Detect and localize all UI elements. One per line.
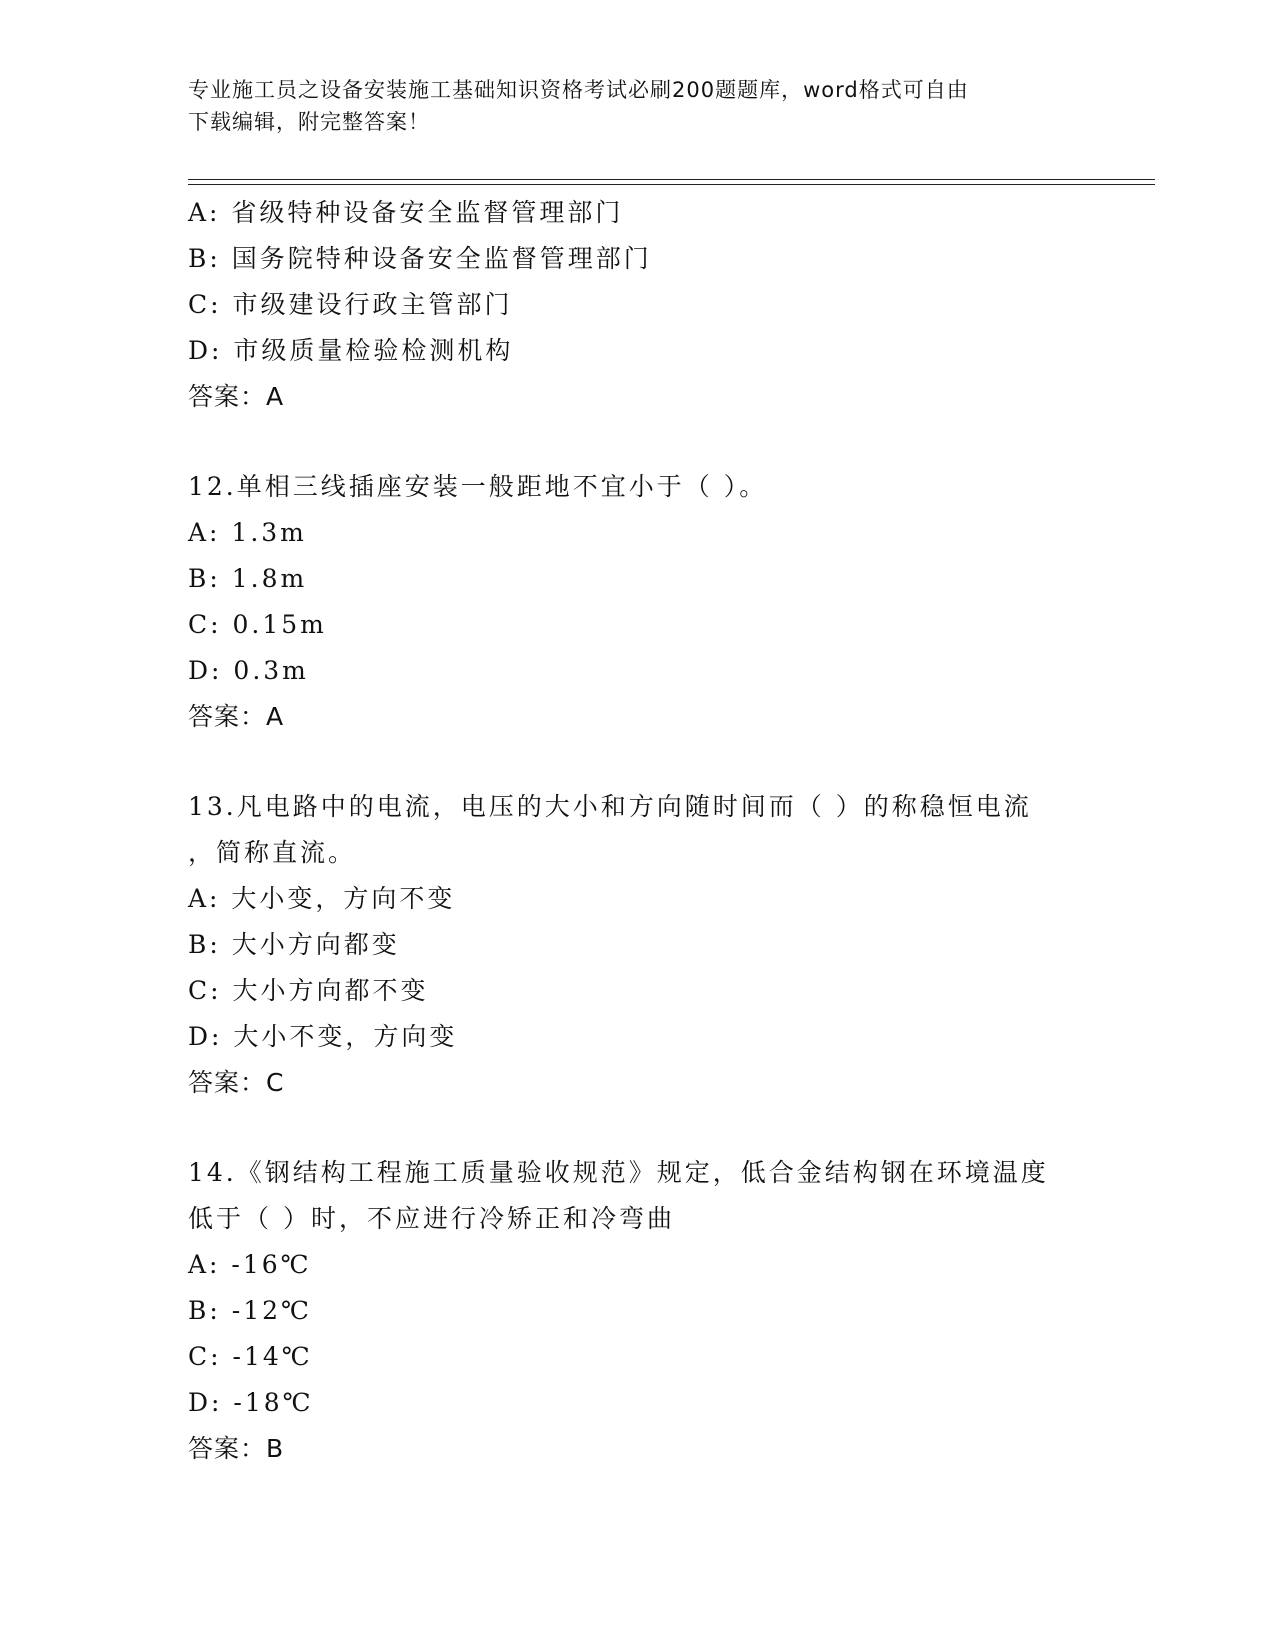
question-text-line-1: 13.凡电路中的电流，电压的大小和方向随时间而（ ）的称稳恒电流 (188, 792, 1032, 821)
option-a: A: 省级特种设备安全监督管理部门 (188, 198, 624, 227)
option-c: C: 0.15m (188, 610, 327, 639)
option-a: A: -16℃ (188, 1250, 312, 1279)
answer-line: 答案：C (188, 1068, 285, 1097)
option-d: D: -18℃ (188, 1388, 314, 1417)
option-a: A: 1.3m (188, 518, 307, 547)
option-b: B: 国务院特种设备安全监督管理部门 (188, 244, 652, 273)
option-d: D: 大小不变，方向变 (188, 1022, 458, 1051)
question-list (188, 190, 1138, 1472)
question-13 (188, 784, 1138, 1106)
question-text-line-2: ，简称直流。 (188, 838, 357, 867)
option-b: B: -12℃ (188, 1296, 312, 1325)
option-c: C: 大小方向都不变 (188, 976, 429, 1005)
header-line-2: 下载编辑，附完整答案！ (188, 110, 430, 134)
option-d: D: 市级质量检验检测机构 (188, 336, 514, 365)
answer-line: 答案：B (188, 1434, 285, 1463)
question-text-line-1: 14.《钢结构工程施工质量验收规范》规定，低合金结构钢在环境温度 (188, 1158, 1049, 1187)
answer-line: 答案：A (188, 702, 285, 731)
question-14 (188, 1150, 1138, 1472)
option-a: A: 大小变，方向不变 (188, 884, 456, 913)
option-d: D: 0.3m (188, 656, 309, 685)
question-11 (188, 190, 1138, 420)
option-b: B: 大小方向都变 (188, 930, 400, 959)
question-text: 12.单相三线插座安装一般距地不宜小于（ ）。 (188, 472, 768, 501)
question-12 (188, 464, 1138, 740)
header-divider-bottom (188, 184, 1155, 185)
answer-line: 答案：A (188, 382, 285, 411)
option-c: C: -14℃ (188, 1342, 313, 1371)
option-b: B: 1.8m (188, 564, 308, 593)
question-text-line-2: 低于（ ）时，不应进行冷矫正和冷弯曲 (188, 1204, 675, 1233)
document-header (188, 74, 1088, 138)
header-divider-top (188, 179, 1155, 180)
header-line-1: 专业施工员之设备安装施工基础知识资格考试必刷200题题库，word格式可自由 (188, 78, 969, 102)
option-c: C: 市级建设行政主管部门 (188, 290, 513, 319)
